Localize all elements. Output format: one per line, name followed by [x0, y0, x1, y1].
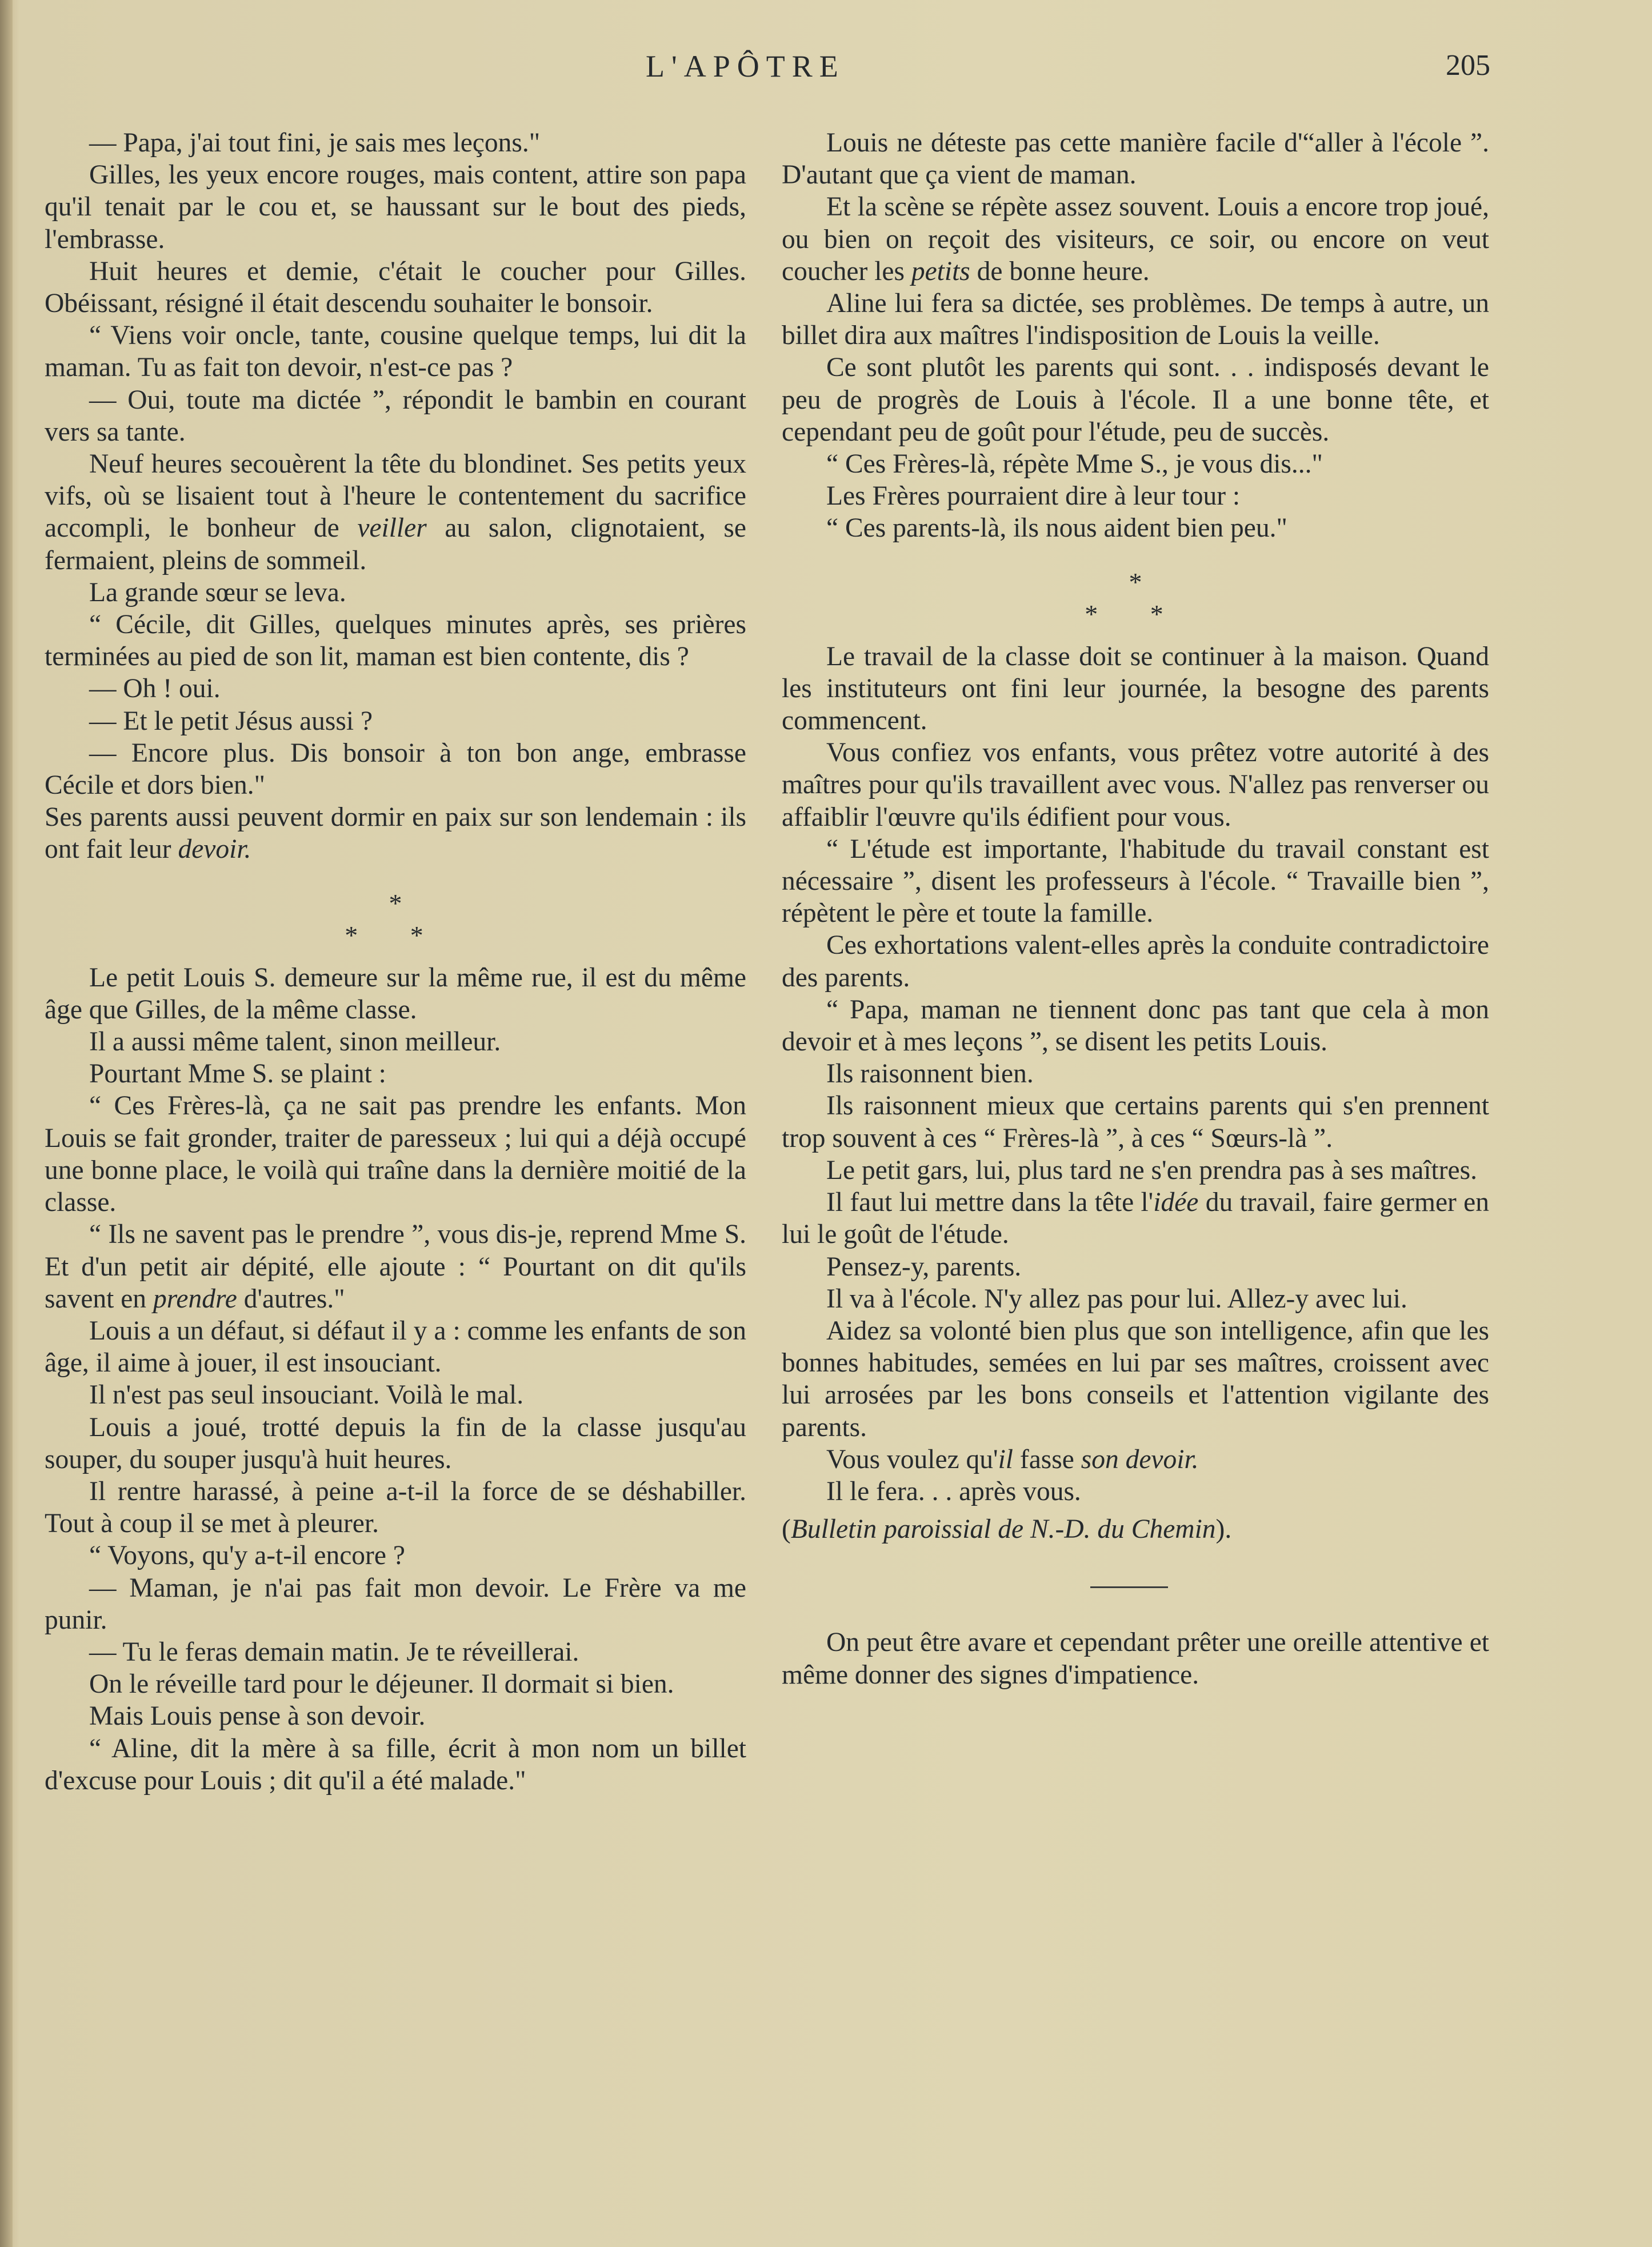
section-separator [45, 866, 746, 962]
paragraph: “ Viens voir oncle, tante, cousine quelque temps, lui dit la maman. Tu as fait ton devoir, n'est-ce pas ? [45, 321, 746, 383]
paragraph [782, 191, 1489, 287]
paragraph: — Et le petit Jésus aussi ? [89, 706, 373, 736]
text-run: au salon, clignotaient, se fermaient, pleins de sommeil. [45, 513, 746, 575]
paragraph: — Oh ! oui. [89, 674, 221, 704]
source-citation [782, 1513, 1489, 1545]
rule-separator [782, 1545, 1489, 1626]
paragraph: Ils raisonnent mieux que certains parents qui s'en prennent trop souvent à ces “ Frères-là ”, à ces “ Sœurs-là ”. [782, 1091, 1489, 1153]
text-run: de bonne heure. [970, 256, 1150, 286]
paragraph: Mais Louis pense à son devoir. [89, 1701, 426, 1732]
paragraph: — Maman, je n'ai pas fait mon devoir. Le Frère va me punir. [45, 1573, 746, 1635]
paragraph: — Encore plus. Dis bonsoir à ton bon ange, embrasse Cécile et dors bien." [45, 738, 746, 801]
emphasis: prendre [153, 1284, 237, 1314]
paragraph: Aidez sa volonté bien plus que son intelligence, afin que les bonnes habitudes, semées en lui par ses maîtres, croissent avec lui arrosées par les bons conseils et l'attention vigilante des parents. [782, 1316, 1489, 1442]
paragraph: “ Ces Frères-là, ça ne sait pas prendre les enfants. Mon Louis se fait gronder, traiter de paresseux ; lui qui a déjà occupé une bonne place, le voilà qui traîne dans la dernière moitié de la classe. [45, 1091, 746, 1218]
paragraph: “ Ces parents-là, ils nous aident bien peu." [826, 513, 1287, 543]
paragraph: Louis a joué, trotté depuis la fin de la classe jusqu'au souper, du souper jusqu'à huit heures. [45, 1412, 746, 1474]
paragraph: Louis ne déteste pas cette manière facile d'“aller à l'école ”. D'autant que ça vient de maman. [782, 128, 1489, 190]
paragraph: Aline lui fera sa dictée, ses problèmes. De temps à autre, un billet dira aux maîtres l'indisposition de Louis la veille. [782, 289, 1489, 351]
paragraph: Huit heures et demie, c'était le coucher pour Gilles. Obéissant, résigné il était descendu souhaiter le bonsoir. [45, 256, 746, 319]
emphasis: veiller [357, 513, 427, 543]
paragraph: Il n'est pas seul insouciant. Voilà le mal. [89, 1380, 524, 1410]
paragraph: Ce sont plutôt les parents qui sont. . . indisposés devant le peu de progrès de Louis à l'école. Il a une bonne tête, et cependant peu de goût pour l'étude, peu de succès. [782, 353, 1489, 447]
paragraph: “ Cécile, dit Gilles, quelques minutes après, ses prières terminées au pied de son lit, maman est bien contente, dis ? [45, 610, 746, 672]
text-run: “ Ils ne savent pas le prendre ”, vous dis-je, reprend Mme S. Et d'un petit air dépité, elle ajoute : “ Pourtant on dit qu'ils savent en [45, 1220, 746, 1314]
page-header [0, 49, 1652, 94]
right-column [782, 127, 1489, 1691]
paragraph: Pourtant Mme S. se plaint : [89, 1059, 386, 1089]
paragraph: “ Voyons, qu'y a-t-il encore ? [89, 1541, 405, 1571]
paragraph: “ Ces Frères-là, répète Mme S., je vous dis..." [826, 449, 1323, 479]
emphasis: Bulletin paroissial de N.-D. du Chemin [790, 1514, 1216, 1545]
book-spine-shadow [0, 0, 13, 2247]
horizontal-rule [1090, 1586, 1168, 1588]
page-number: 205 [1446, 49, 1490, 82]
paragraph: Vous confiez vos enfants, vous prêtez votre autorité à des maîtres pour qu'ils travaillent avec vous. N'allez pas renverser ou affaiblir l'œuvre qu'ils édifient pour vous. [782, 738, 1489, 832]
text-run: Neuf heures secouèrent la tête du blondinet. Ses petits yeux vifs, où se lisaient tout à l'heure le contentement du sacrifice accompli, le bonheur de [45, 449, 746, 543]
text-run: fasse [1013, 1444, 1081, 1474]
section-separator [782, 545, 1489, 641]
paragraph: Gilles, les yeux encore rouges, mais content, attire son papa qu'il tenait par le cou et, se haussant sur le bout des pieds, l'embrasse. [45, 160, 746, 254]
asterisk-bottom: * * [1085, 599, 1186, 629]
text-run: Et la scène se répète assez souvent. Louis a encore trop joué, ou bien on reçoit des visiteurs, ce soir, ou encore on veut coucher les [782, 192, 1489, 286]
text-run: Ses parents aussi peuvent dormir en paix sur son lendemain : ils ont fait leur [45, 802, 746, 865]
text-run: du travail, faire germer en lui le goût de l'étude. [782, 1188, 1490, 1250]
text-run: ( [782, 1514, 791, 1545]
asterisk-bottom: * * [345, 920, 446, 950]
text-run: ). [1215, 1514, 1232, 1545]
paragraph [782, 1186, 1489, 1250]
emphasis: petits [911, 256, 970, 286]
paragraph: — Oui, toute ma dictée ”, répondit le bambin en courant vers sa tante. [45, 385, 746, 447]
text-run: Vous voulez qu' [826, 1444, 998, 1474]
text-run: Il faut lui mettre dans la tête l' [826, 1188, 1154, 1218]
emphasis: devoir. [178, 834, 251, 865]
paragraph: Il a aussi même talent, sinon meilleur. [89, 1027, 501, 1057]
paragraph: “ Papa, maman ne tiennent donc pas tant que cela à mon devoir et à mes leçons ”, se disent les petits Louis. [782, 994, 1489, 1057]
paragraph: Les Frères pourraient dire à leur tour : [826, 481, 1241, 511]
emphasis: il [998, 1444, 1013, 1474]
paragraph: “ Aline, dit la mère à sa fille, écrit à mon nom un billet d'excuse pour Louis ; dit qu'il a été malade." [45, 1733, 746, 1796]
paragraph: Le petit gars, lui, plus tard ne s'en prendra pas à ses maîtres. [826, 1155, 1477, 1185]
paragraph: On le réveille tard pour le déjeuner. Il dormait si bien. [89, 1669, 674, 1700]
left-column [45, 127, 746, 1797]
emphasis: idée [1153, 1188, 1199, 1218]
paragraph: Ces exhortations valent-elles après la conduite contradictoire des parents. [782, 930, 1489, 993]
asterisk-top: * [1129, 567, 1142, 597]
paragraph: Le travail de la classe doit se continuer à la maison. Quand les instituteurs ont fini leur journée, la besogne des parents commencent. [782, 641, 1489, 736]
paragraph [45, 448, 746, 577]
emphasis: son devoir. [1081, 1444, 1199, 1474]
paragraph: Il le fera. . . après vous. [826, 1476, 1081, 1506]
paragraph [45, 1218, 746, 1315]
paragraph: Pensez-y, parents. [826, 1252, 1022, 1282]
paragraph: La grande sœur se leva. [89, 577, 346, 607]
paragraph: On peut être avare et cependant prêter une oreille attentive et même donner des signes d'impatience. [782, 1628, 1489, 1690]
paragraph [782, 1444, 1489, 1476]
paragraph: Le petit Louis S. demeure sur la même rue, il est du même âge que Gilles, de la même classe. [45, 962, 746, 1025]
paragraph: — Tu le feras demain matin. Je te réveillerai. [89, 1637, 579, 1667]
paragraph: — Papa, j'ai tout fini, je sais mes leçons." [89, 128, 541, 158]
paragraph: Ils raisonnent bien. [826, 1059, 1034, 1089]
paragraph: Il rentre harassé, à peine a-t-il la force de se déshabiller. Tout à coup il se met à pleurer. [45, 1476, 746, 1539]
running-title: L'APÔTRE [646, 49, 845, 83]
paragraph: Louis a un défaut, si défaut il y a : comme les enfants de son âge, il aime à jouer, il est insouciant. [45, 1316, 746, 1378]
paragraph: “ L'étude est importante, l'habitude du travail constant est nécessaire ”, disent les professeurs à l'école. “ Travaille bien ”, répètent le père et toute la famille. [782, 834, 1489, 929]
text-run: d'autres." [237, 1284, 345, 1314]
asterisk-top: * [389, 888, 402, 918]
paragraph: Il va à l'école. N'y allez pas pour lui. Allez-y avec lui. [826, 1284, 1407, 1314]
paragraph [45, 801, 746, 865]
